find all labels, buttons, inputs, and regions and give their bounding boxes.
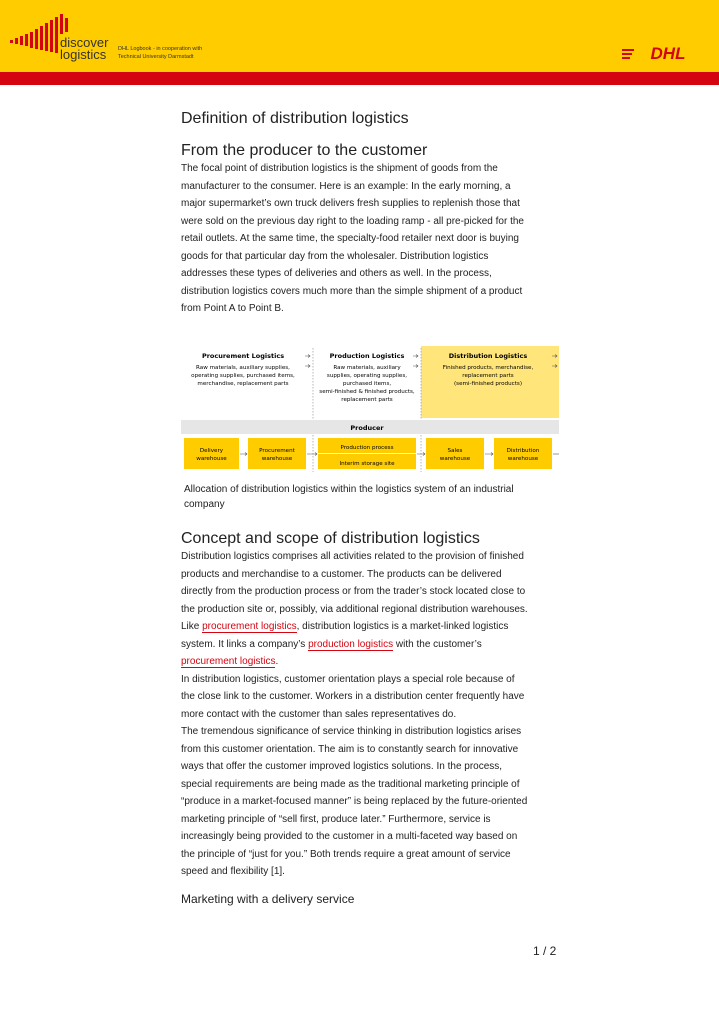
header-tagline	[118, 45, 202, 61]
box-interim-storage-line: Interim storage site	[339, 461, 395, 467]
body-line: more contact with the customer than sales representatives do.	[181, 708, 457, 720]
body-line: distribution logistics covers much more than the simple shipment of a product	[181, 285, 523, 297]
tagline-line-1: DHL Logbook - in cooperation with	[118, 46, 203, 52]
body-line: speed and flexibility [1].	[181, 866, 285, 877]
body-line: from Point A to Point B.	[181, 303, 284, 314]
text-span: system. It links a company’s	[181, 638, 309, 650]
procurement-logistics-link[interactable]: procurement logistics	[202, 621, 297, 632]
procurement-logistics-link-2[interactable]: procurement logistics	[181, 656, 276, 667]
body-line: “produce in a market-focused manner” is being replaced by the future-oriented	[181, 796, 528, 807]
diagram-col-procurement-title: Procurement Logistics	[201, 352, 285, 360]
body-line: The focal point of distribution logistics is the shipment of goods from the	[181, 163, 498, 174]
body-line: retail outlets. At the same time, the specialty-food retailer next door is buying	[181, 233, 519, 244]
section-heading-marketing-delivery: Marketing with a delivery service	[181, 892, 355, 906]
diagram-col2-line: purchased items,	[342, 381, 392, 387]
caption-line: company	[184, 499, 225, 510]
box-sales-line: warehouse	[439, 456, 471, 462]
text-span: .	[275, 656, 279, 667]
body-line: increasingly being provided to the customer in a multi-faceted way based on	[181, 831, 518, 842]
body-line	[181, 618, 566, 636]
section-heading-concept-scope: Concept and scope of distribution logistics	[181, 530, 480, 547]
body-line: addresses these types of deliveries and others as well. In the process,	[181, 268, 492, 279]
body-line: the principle of “just for you.” Both trends require a great amount of service	[181, 848, 511, 860]
body-line: from this customer orientation. The aim is to constantly search for innovative	[181, 743, 519, 755]
body-line	[181, 636, 566, 654]
diagram-col1-line: Raw materials, auxiliary supplies,	[196, 365, 290, 371]
section-1-body	[181, 160, 566, 318]
diagram-col2-line: supplies, operating supplies,	[326, 373, 408, 379]
box-procurement-line: Procurement	[259, 448, 295, 454]
body-line: products and merchandise to a customer. The products can be delivered	[181, 568, 502, 580]
dhl-logo-text: DHL	[650, 44, 686, 63]
diagram-col1-line: operating supplies, purchased items,	[191, 373, 295, 379]
figure-caption	[184, 482, 554, 512]
text-span: , distribution logistics is a market-linked logistics	[296, 621, 509, 632]
body-line: directly from the production process or from the trader’s stock located close to	[181, 586, 526, 597]
diagram-col3-line: replacement parts	[462, 373, 514, 379]
body-line: the production site or, possibly, via additional regional distribution warehouses.	[181, 603, 528, 615]
box-production-line: Production process	[340, 445, 394, 451]
diagram-col-distribution-title: Distribution Logistics	[448, 352, 528, 360]
body-line: the close link to the customer. Workers in a distribution center frequently have	[181, 691, 525, 702]
article-section-2	[181, 530, 566, 881]
body-line: major supermarket’s own truck delivers fresh supplies to replenish those that	[181, 198, 520, 209]
section-heading-producer-customer: From the producer to the customer	[181, 142, 428, 159]
caption-line: Allocation of distribution logistics within the logistics system of an industrial	[184, 484, 514, 495]
body-line: marketing principle of “sell first, produce later.” Furthermore, service is	[181, 813, 491, 825]
body-line	[181, 653, 566, 671]
logo-wordmark	[60, 37, 108, 61]
production-logistics-link[interactable]: production logistics	[308, 638, 394, 650]
diagram-col-production-title: Production Logistics	[329, 352, 405, 360]
page-number: 1 / 2	[533, 944, 557, 958]
box-distribution-line: warehouse	[507, 456, 539, 462]
box-distribution-line: Distribution	[506, 448, 540, 454]
body-line: In distribution logistics, customer orientation plays a special role because of	[181, 673, 515, 685]
diagram-col2-line: replacement parts	[341, 397, 393, 403]
diagram-col1-line: merchandise, replacement parts	[197, 381, 289, 387]
page-title: Definition of distribution logistics	[181, 110, 409, 127]
diagram-col3-line: Finished products, merchandise,	[442, 365, 534, 371]
box-delivery-line: warehouse	[196, 456, 227, 462]
body-line: were sold on the previous day right to the loading ramp - all pre-picked for the	[181, 215, 524, 227]
header-red-bar	[0, 72, 719, 85]
box-delivery-line: Delivery	[199, 448, 224, 454]
diagram-col2-line: Raw materials, auxiliary	[333, 365, 401, 371]
diagram-col2-line: semi-finished & finished products,	[319, 389, 415, 395]
dhl-logo-icon	[622, 43, 702, 63]
text-span: Like	[181, 621, 203, 632]
body-line: manufacturer to the consumer. Here is an example: In the early morning, a	[181, 180, 511, 192]
producer-label: Producer	[350, 424, 384, 432]
body-line: Distribution logistics comprises all activities related to the provision of finished	[181, 551, 524, 562]
logo-line-1: discover	[60, 35, 109, 50]
body-line: The tremendous significance of service thinking in distribution logistics arises	[181, 726, 522, 737]
text-span: with the customer’s	[393, 638, 482, 650]
box-procurement-line: warehouse	[261, 456, 293, 462]
diagram-col3-line: (semi-finished products)	[453, 381, 523, 387]
logistics-system-diagram	[181, 346, 561, 472]
article-section-1	[181, 110, 566, 318]
logo-line-2: logistics	[60, 47, 107, 62]
tagline-line-2: Technical University Darmstadt	[118, 54, 194, 60]
box-sales-line: Sales	[447, 448, 463, 454]
body-line: ways that offer the customer improved logistics solutions. In the process,	[181, 761, 503, 772]
body-line: special requirements are being made as the traditional marketing principle of	[181, 778, 520, 790]
body-line: goods for that particular day from the wholesaler. Distribution logistics	[181, 250, 489, 262]
